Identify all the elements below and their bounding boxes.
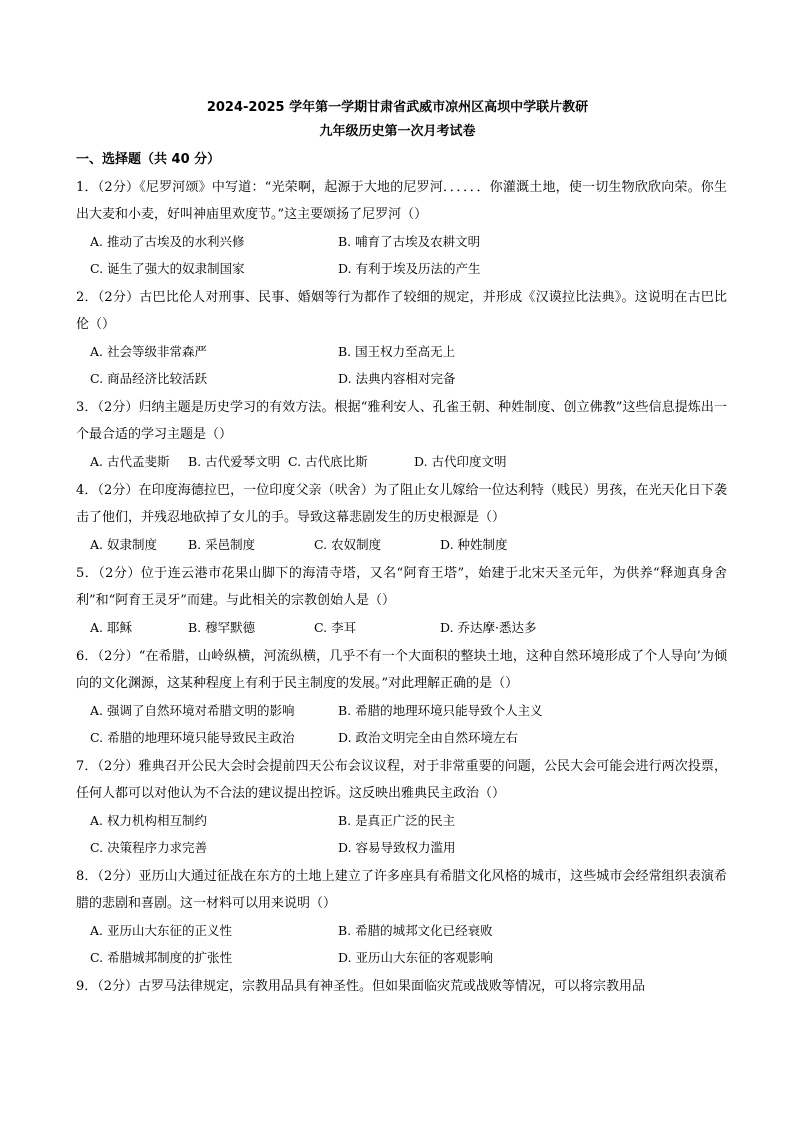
option-d[interactable]: D. 容易导致权力滥用 xyxy=(338,840,456,855)
option-a[interactable]: A. 奴隶制度 xyxy=(90,537,157,552)
question-8 xyxy=(68,863,727,971)
options xyxy=(68,228,727,282)
option-c[interactable]: C. 商品经济比较活跃 xyxy=(90,371,208,386)
option-d[interactable]: D. 乔达摩·悉达多 xyxy=(440,620,537,635)
option-b[interactable]: B. 国王权力至高无上 xyxy=(338,344,456,359)
option-d[interactable]: D. 有利于埃及历法的产生 xyxy=(338,261,481,276)
question-stem: 5．（2分）位于连云港市花果山脚下的海清寺塔，又名“阿育王塔”，始建于北宋天圣元年，为供养“释迦真身舍利”和“阿育王灵牙”而建。与此相关的宗教创始人是（） xyxy=(76,566,727,608)
question-2 xyxy=(68,284,727,392)
question-7 xyxy=(68,753,727,861)
option-c[interactable]: C. 农奴制度 xyxy=(314,537,382,552)
question-1 xyxy=(68,174,727,282)
question-stem: 3．（2分）归纳主题是历史学习的有效方法。根据“雅利安人、孔雀王朝、种姓制度、创立佛教”这些信息提炼出一个最合适的学习主题是（） xyxy=(76,400,727,442)
options xyxy=(68,807,727,861)
option-b[interactable]: B. 采邑制度 xyxy=(188,537,256,552)
option-b[interactable]: B. 穆罕默德 xyxy=(188,620,256,635)
question-4 xyxy=(68,477,727,558)
question-stem: 7．（2分）雅典召开公民大会时会提前四天公布会议议程，对于非常重要的问题，公民大会可能会进行两次投票，任何人都可以对他认为不合法的建议提出控诉。这反映出雅典民主政治（） xyxy=(76,759,727,801)
question-stem: 4．（2分）在印度海德拉巴，一位印度父亲（吠舍）为了阻止女儿嫁给一位达利特（贱民）男孩，在光天化日下袭击了他们，并残忍地砍掉了女儿的手。导致这幕悲剧发生的历史根源是（） xyxy=(76,483,727,525)
options xyxy=(68,531,727,558)
exam-title-line1: 2024-2025 学年第一学期甘肃省武威市凉州区高坝中学联片教研 xyxy=(206,100,589,115)
option-a[interactable]: A. 推动了古埃及的水利兴修 xyxy=(90,234,245,249)
question-3 xyxy=(68,394,727,475)
question-stem: 6．（2分）“在希腊，山岭纵横，河流纵横，几乎不有一个大面积的整块土地，这种自然环境形成了个人导向’为倾向的文化渊源，这某种程度上有利于民主制度的发展。”对此理解正确的是（） xyxy=(76,649,727,691)
options xyxy=(68,697,727,751)
option-b[interactable]: B. 希腊的城邦文化已经衰败 xyxy=(338,923,493,938)
option-a[interactable]: A. 耶稣 xyxy=(90,620,132,635)
question-stem: 2．（2分）古巴比伦人对刑事、民事、婚姻等行为都作了较细的规定，并形成《汉谟拉比法典》。这说明在古巴比伦（） xyxy=(76,290,727,332)
question-9 xyxy=(68,973,727,1000)
options xyxy=(68,614,727,641)
option-c[interactable]: C. 希腊的地理环境只能导致民主政治 xyxy=(90,730,295,745)
option-a[interactable]: A. 古代孟斐斯 xyxy=(90,454,170,469)
section-heading: 一、选择题（共 40 分） xyxy=(76,152,221,167)
options xyxy=(68,917,727,971)
question-stem: 8．（2分）亚历山大通过征战在东方的土地上建立了许多座具有希腊文化风格的城市，这些城市会经常组织表演希腊的悲剧和喜剧。这一材料可以用来说明（） xyxy=(76,869,727,911)
option-c[interactable]: C. 古代底比斯 xyxy=(288,454,368,469)
option-b[interactable]: B. 是真正广泛的民主 xyxy=(338,813,456,828)
option-a[interactable]: A. 亚历山大东征的正义性 xyxy=(90,923,232,938)
option-d[interactable]: D. 亚历山大东征的客观影响 xyxy=(338,950,494,965)
option-c[interactable]: C. 决策程序力求完善 xyxy=(90,840,208,855)
option-d[interactable]: D. 种姓制度 xyxy=(440,537,508,552)
option-d[interactable]: D. 古代印度文明 xyxy=(414,454,507,469)
exam-title-line2: 九年级历史第一次月考试卷 xyxy=(319,124,476,139)
option-b[interactable]: B. 希腊的地理环境只能导致个人主义 xyxy=(338,703,543,718)
option-c[interactable]: C. 诞生了强大的奴隶制国家 xyxy=(90,261,245,276)
option-b[interactable]: B. 古代爱琴文明 xyxy=(188,454,281,469)
option-a[interactable]: A. 权力机构相互制约 xyxy=(90,813,207,828)
option-a[interactable]: A. 强调了自然环境对希腊文明的影响 xyxy=(90,703,295,718)
question-5 xyxy=(68,560,727,641)
question-6 xyxy=(68,643,727,751)
option-d[interactable]: D. 法典内容相对完备 xyxy=(338,371,456,386)
option-c[interactable]: C. 希腊城邦制度的扩张性 xyxy=(90,950,233,965)
options xyxy=(68,338,727,392)
question-stem: 9．（2分）古罗马法律规定，宗教用品具有神圣性。但如果面临灾荒或战败等情况，可以将宗教用品 xyxy=(76,979,646,994)
option-c[interactable]: C. 李耳 xyxy=(314,620,357,635)
options xyxy=(68,448,727,475)
option-b[interactable]: B. 哺育了古埃及农耕文明 xyxy=(338,234,481,249)
question-stem: 1．（2分）《尼罗河颂》中写道：“光荣啊，起源于大地的尼罗河．．．．．．你灌溉土地，使一切生物欣欣向荣。你生出大麦和小麦，好叫神庙里欢度节。”这主要颂扬了尼罗河（） xyxy=(76,180,727,222)
option-a[interactable]: A. 社会等级非常森严 xyxy=(90,344,207,359)
option-d[interactable]: D. 政治文明完全由自然环境左右 xyxy=(338,730,519,745)
